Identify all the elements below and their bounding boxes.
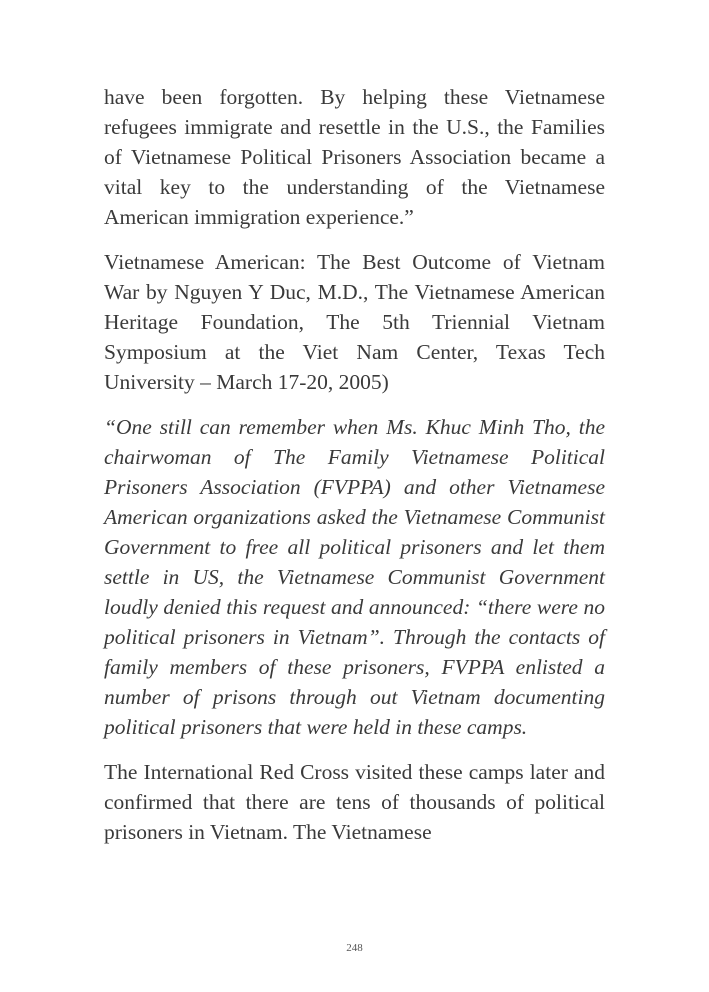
paragraph-red-cross: The International Red Cross visited these camps later and confirmed that there are tens of thousands of political prisoners in Vietnam. The Vietnamese	[104, 760, 605, 844]
paragraph-italic-quote: “One still can remember when Ms. Khuc Minh Tho, the chairwoman of The Family Vietnamese Political Prisoners Association (FVPPA) and other Vietnamese American organizations asked the Vietnamese Communist Government to free all political prisoners and let them settle in US, the Vietnamese Communist Government loudly denied this request and announced: “there were no political prisoners in Vietnam”. Through the contacts of family members of these prisoners, FVPPA enlisted a number of prisons through out Vietnam documenting political prisoners that were held in these camps.	[104, 415, 605, 739]
page-number: 248	[346, 942, 363, 954]
document-page	[104, 82, 605, 862]
paragraph-citation: Vietnamese American: The Best Outcome of Vietnam War by Nguyen Y Duc, M.D., The Vietnamese American Heritage Foundation, The 5th Triennial Vietnam Symposium at the Viet Nam Center, Texas Tech University – March 17-20, 2005)	[104, 250, 605, 394]
paragraph-forgotten-refugees: have been forgotten. By helping these Vietnamese refugees immigrate and resettle in the U.S., the Families of Vietnamese Political Prisoners Association became a vital key to the understanding of the Vietnamese American immigration experience.”	[104, 85, 605, 229]
